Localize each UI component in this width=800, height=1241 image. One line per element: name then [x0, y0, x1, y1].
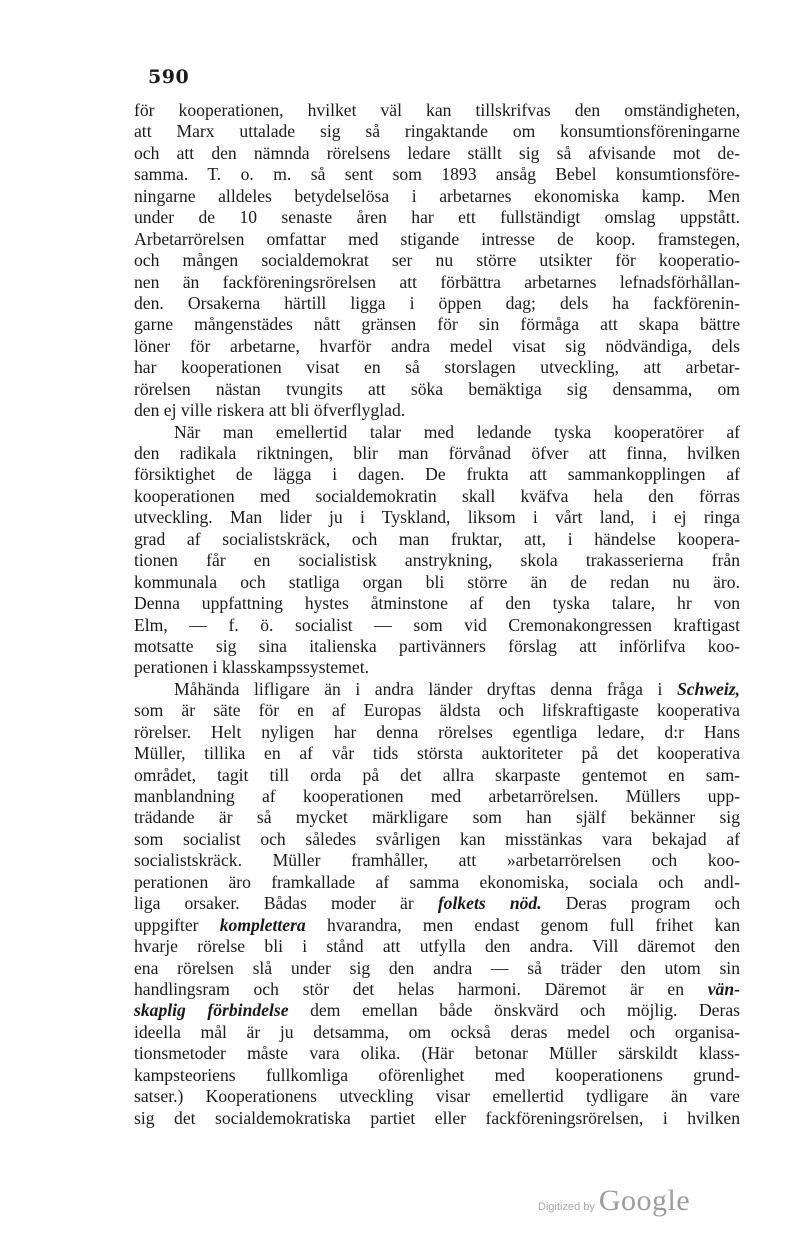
text-line: området, tagit till orda på det allra skarpaste gentemot en sam- [134, 764, 740, 785]
text-line: och mången socialdemokrat ser nu större utsikter för kooperatio- [134, 250, 740, 271]
text-line: garne mångenstädes nått gränsen för sin förmåga att skapa bättre [134, 314, 740, 335]
paragraph-start: När man emellertid talar med ledande tyska kooperatörer af [174, 421, 740, 442]
text-line: motsatte sig sina italienska partivänners förslag att införlifva koo- [134, 635, 740, 656]
text-line: rörelsen nästan tvungits att söka bemäktiga sig densamma, om [134, 378, 740, 399]
body-text [134, 100, 740, 1129]
text-line: tionsmetoder måste vara olika. (Här betonar Müller särskildt klass- [134, 1043, 740, 1064]
text-line: sig det socialdemokratiska partiet eller fackföreningsrörelsen, i hvilken [134, 1107, 740, 1128]
text-run: hvarandra, men endast genom full frihet kan [305, 914, 741, 935]
text-line: kooperationen med socialdemokratin skall kväfva hela den förras [134, 485, 740, 506]
text-line: Denna uppfattning hystes åtminstone af den tyska talare, hr von [134, 593, 740, 614]
text-line: satser.) Kooperationens utveckling visar emellertid tydligare än vare [134, 1086, 740, 1107]
text-line: den ej ville riskera att bli öfverflyglad. [134, 400, 406, 421]
emphasis: komplettera [219, 914, 306, 935]
text-line: tionen får en socialistisk anstrykning, skola trakasserierna från [134, 550, 740, 571]
text-line: samma. T. o. m. så sent som 1893 ansåg Bebel konsumtionsföre- [134, 164, 740, 185]
text-line [134, 915, 740, 936]
text-line: att Marx uttalade sig så ringaktande om konsumtionsföreningarne [134, 121, 740, 142]
google-logo: Google [598, 1184, 691, 1217]
text-line: kommunala och statliga organ bli större än de redan nu äro. [134, 571, 740, 592]
text-line: hvarje rörelse bli i stånd att utfylla den andra. Vill däremot den [134, 936, 740, 957]
text-line [134, 979, 740, 1000]
text-run: dem emellan både önskvärd och möjlig. Deras [288, 1000, 740, 1021]
text-line: grad af socialistskräck, och man fruktar, att, i händelse koopera- [134, 528, 740, 549]
text-line: och att den nämnda rörelsens ledare ställt sig så afvisande mot de- [134, 142, 740, 163]
text-line: den radikala riktningen, blir man förvånad öfver att finna, hvilken [134, 443, 740, 463]
emphasis: folkets nöd. [437, 893, 542, 914]
text-run: handlingsram och stör det helas harmoni. Däremot är en [134, 978, 708, 999]
emphasis: Schweiz, [676, 678, 740, 699]
text-line: Elm, — f. ö. socialist — som vid Cremonakongressen kraftigast [134, 614, 740, 635]
text-line: som är säte för en af Europas äldsta och lifskraftigaste kooperativa [134, 700, 740, 721]
emphasis: skaplig förbindelse [134, 1000, 289, 1021]
text-line: ena rörelsen slå under sig den andra — så träder den utom sin [134, 957, 740, 978]
emphasis: vän- [707, 978, 740, 999]
text-line: har kooperationen visat en så storslagen utveckling, att arbetar- [134, 357, 740, 378]
page-number: 590 [148, 66, 190, 88]
text-line: under de 10 senaste åren har ett fullständigt omslag uppstått. [134, 207, 740, 228]
text-run: Måhända lifligare än i andra länder dryftas denna fråga i [174, 678, 677, 699]
text-line: den. Orsakerna härtill ligga i öppen dag; dels ha fackförenin- [134, 292, 740, 313]
text-line: perationen äro framkallade af samma ekonomiska, sociala och andl- [134, 871, 740, 892]
text-line: ideella mål är ju detsamma, om också deras medel och organisa- [134, 1021, 740, 1042]
digitized-by-label: Digitized by [538, 1201, 595, 1213]
paragraph-start [134, 679, 740, 700]
digitized-watermark [538, 1184, 690, 1218]
text-line: socialistskräck. Müller framhåller, att »arbetarrörelsen och koo- [134, 850, 740, 871]
text-line: nen än fackföreningsrörelsen att förbättra arbetarnes lefnadsförhållan- [134, 271, 740, 292]
text-run: liga orsaker. Bådas moder är [134, 893, 438, 914]
text-line: försiktighet de lägga i dagen. De frukta att sammankopplingen af [134, 464, 740, 485]
text-line: för kooperationen, hvilket väl kan tillskrifvas den omständigheten, [134, 100, 740, 120]
text-line: manblandning af kooperationen med arbetarrörelsen. Müllers upp- [134, 786, 740, 806]
text-line: utveckling. Man lider ju i Tyskland, liksom i vårt land, i ej ringa [134, 507, 740, 528]
text-line: rörelser. Helt nyligen har denna rörelses egentliga ledare, d:r Hans [134, 721, 740, 742]
text-line: perationen i klasskampssystemet. [134, 657, 370, 678]
text-line [134, 893, 740, 914]
text-line: ningarne alldeles betydelselösa i arbetarnes ekonomiska kamp. Men [134, 185, 740, 206]
text-line: löner för arbetarne, hvarför andra medel visat sig nödvändiga, dels [134, 335, 740, 356]
text-run: Deras program och [541, 893, 741, 914]
text-line: som socialist och således svårligen kan misstänkas vara bekajad af [134, 828, 740, 849]
text-line: Müller, tillika en af vår tids största auktoriteter på det kooperativa [134, 743, 740, 764]
text-run: uppgifter [134, 914, 220, 935]
text-line [134, 1000, 740, 1021]
text-line: trädande är så mycket märkligare som han själf bekänner sig [134, 807, 740, 828]
text-line: Arbetarrörelsen omfattar med stigande intresse de koop. framstegen, [134, 228, 740, 249]
text-line: kampsteoriens fullkomliga oförenlighet med kooperationens grund- [134, 1064, 740, 1085]
